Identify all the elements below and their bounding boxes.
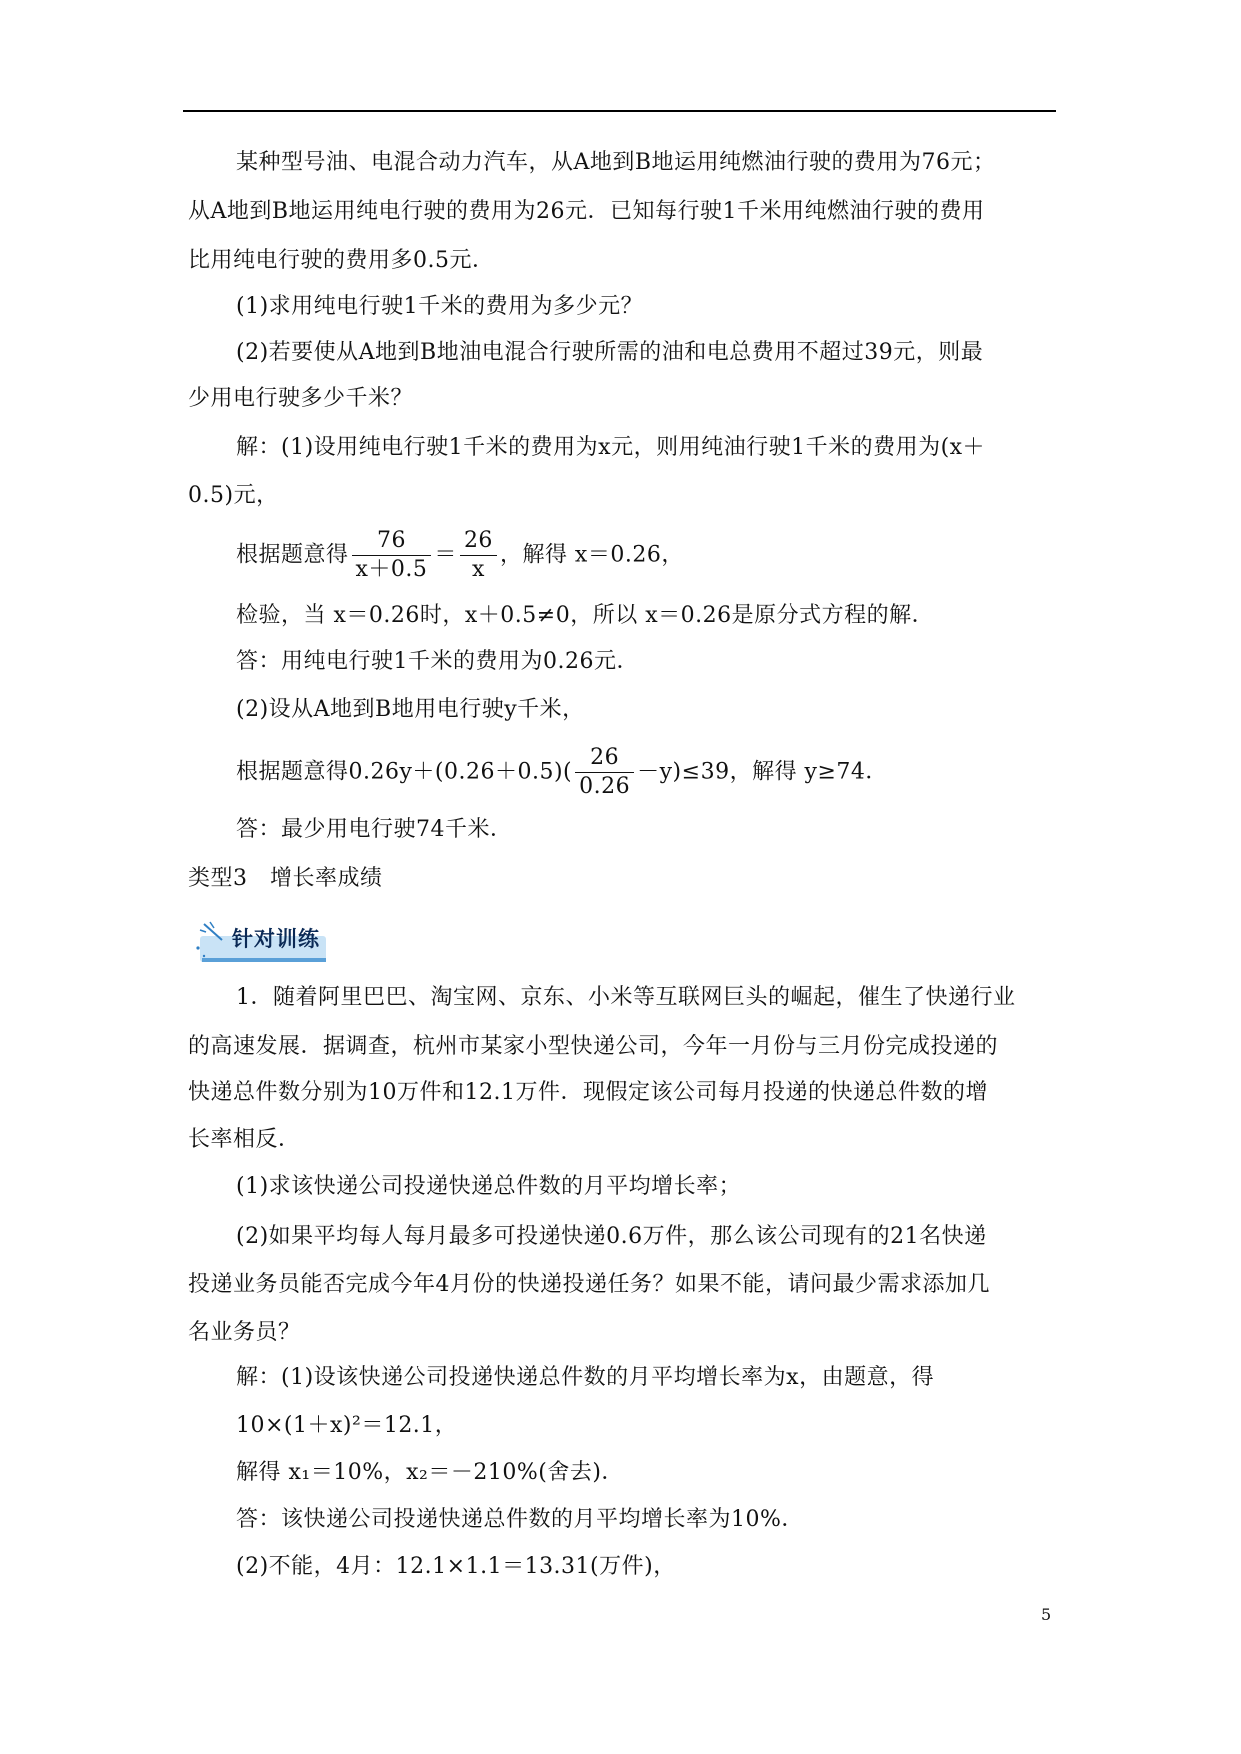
exercise-solution-2: 10×(1＋x)²＝12.1， bbox=[236, 1413, 458, 1438]
fraction-2-denominator: 0.26 bbox=[579, 774, 631, 799]
solution-part-2: (2)设从A地到B地用电行驶y千米， bbox=[236, 697, 585, 722]
section-heading: 类型3 增长率成绩 bbox=[188, 866, 383, 891]
exercise-solution-3: 解得 x₁＝10%，x₂＝－210%(舍去)． bbox=[236, 1460, 624, 1485]
exercise-para-4: 长率相反． bbox=[188, 1127, 301, 1152]
exercise-para-1: 1．随着阿里巴巴、淘宝网、京东、小米等互联网巨头的崛起，催生了快递行业 bbox=[236, 985, 1016, 1010]
page-number: 5 bbox=[1041, 1605, 1052, 1624]
exercise-question-2c: 名业务员？ bbox=[188, 1320, 301, 1345]
exercise-question-1: (1)求该快递公司投递快递总件数的月平均增长率； bbox=[236, 1174, 742, 1199]
answer-1: 答：用纯电行驶1千米的费用为0.26元． bbox=[236, 649, 639, 674]
fraction-26-numerator: 26 bbox=[460, 527, 497, 556]
problem-question-1: (1)求用纯电行驶1千米的费用为多少元？ bbox=[236, 294, 644, 319]
problem-question-2a: (2)若要使从A地到B地油电混合行驶所需的油和电总费用不超过39元，则最 bbox=[236, 340, 984, 365]
fraction-26-denominator: x bbox=[471, 557, 485, 582]
equation-1-prefix: 根据题意得 bbox=[236, 542, 349, 568]
equation-1-suffix: ，解得 x＝0.26， bbox=[499, 542, 684, 568]
equation-2-prefix: 根据题意得0.26y＋(0.26＋0.5)( bbox=[236, 759, 573, 785]
exercise-answer-1: 答：该快递公司投递快递总件数的月平均增长率为10%． bbox=[236, 1507, 804, 1532]
problem-line-3: 比用纯电行驶的费用多0.5元． bbox=[188, 248, 495, 273]
exercise-solution-1: 解：(1)设该快递公司投递快递总件数的月平均增长率为x，由题意，得 bbox=[236, 1365, 935, 1390]
fraction-2-numerator: 26 bbox=[575, 744, 634, 773]
problem-question-2b: 少用电行驶多少千米？ bbox=[188, 386, 414, 411]
banner-underline bbox=[202, 958, 326, 962]
answer-2: 答：最少用电行驶74千米． bbox=[236, 817, 513, 842]
header-rule bbox=[183, 110, 1056, 112]
check-line: 检验，当 x＝0.26时，x＋0.5≠0，所以 x＝0.26是原分式方程的解． bbox=[236, 603, 935, 628]
fraction-26-over-026 bbox=[575, 744, 634, 801]
equals-sign: ＝ bbox=[434, 542, 457, 568]
solution-line-1a: 解：(1)设用纯电行驶1千米的费用为x元，则用纯油行驶1千米的费用为(x＋ bbox=[236, 435, 986, 460]
fraction-76-numerator: 76 bbox=[352, 527, 432, 556]
problem-line-1: 某种型号油、电混合动力汽车，从A地到B地运用纯燃油行驶的费用为76元； bbox=[236, 150, 996, 175]
fraction-26 bbox=[460, 527, 497, 584]
fraction-76 bbox=[352, 527, 432, 584]
exercise-question-2a: (2)如果平均每人每月最多可投递快递0.6万件，那么该公司现有的21名快递 bbox=[236, 1224, 987, 1249]
problem-line-2: 从A地到B地运用纯电行驶的费用为26元．已知每行驶1千米用纯燃油行驶的费用 bbox=[188, 199, 985, 224]
training-banner-label: 针对训练 bbox=[232, 927, 320, 951]
fraction-76-denominator: x＋0.5 bbox=[355, 557, 428, 582]
solution-line-1b: 0.5)元， bbox=[188, 483, 279, 508]
equation-1 bbox=[236, 527, 684, 584]
exercise-para-3: 快递总件数分别为10万件和12.1万件．现假定该公司每月投递的快递总件数的增 bbox=[188, 1080, 988, 1105]
exercise-question-2b: 投递业务员能否完成今年4月份的快递投递任务？如果不能，请问最少需求添加几 bbox=[188, 1272, 990, 1297]
exercise-solution-4: (2)不能，4月：12.1×1.1＝13.31(万件)， bbox=[236, 1554, 676, 1579]
equation-2-suffix: －y)≤39，解得 y≥74． bbox=[637, 759, 888, 785]
equation-2 bbox=[236, 744, 888, 801]
exercise-para-2: 的高速发展．据调查，杭州市某家小型快递公司，今年一月份与三月份完成投递的 bbox=[188, 1034, 999, 1059]
